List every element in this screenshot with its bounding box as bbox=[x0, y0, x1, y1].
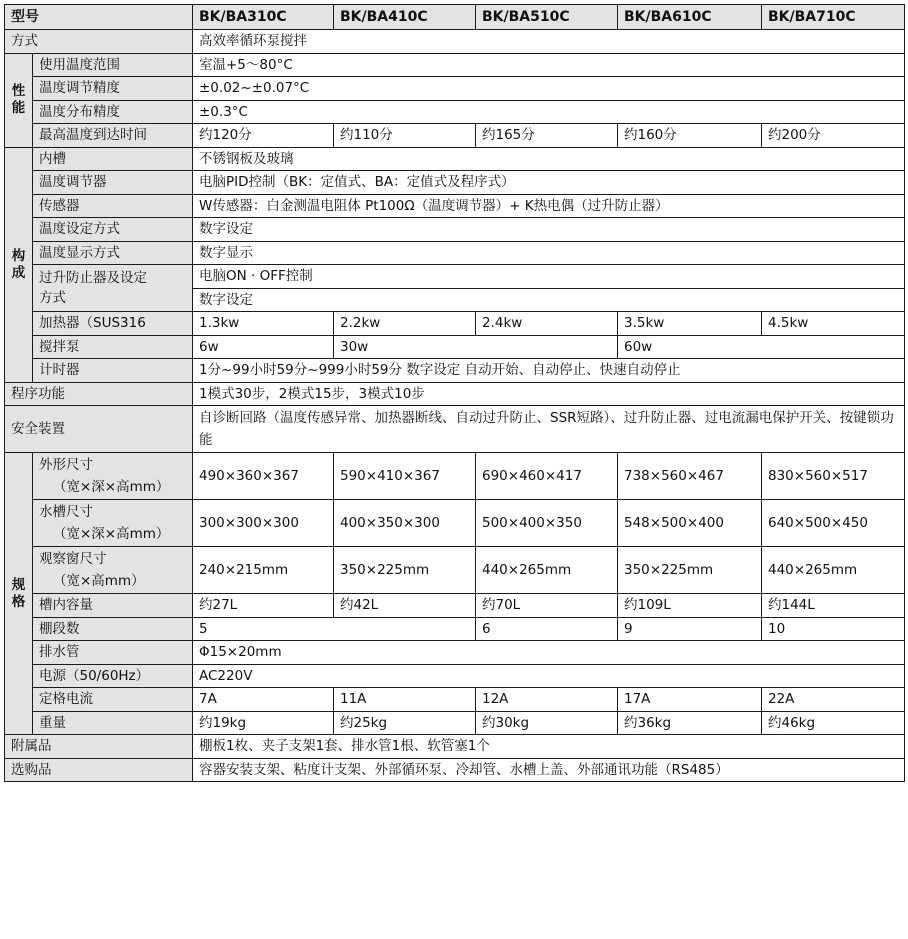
model-610c: BK/BA610C bbox=[618, 5, 762, 30]
current-710c: 22A bbox=[762, 688, 905, 712]
weight-610c: 约36kg bbox=[618, 711, 762, 735]
pump-610c-710c: 60w bbox=[618, 335, 905, 359]
outer-size-label-line2: （宽×深×高mm） bbox=[53, 479, 170, 495]
model-510c: BK/BA510C bbox=[476, 5, 618, 30]
capacity-510c: 约70L bbox=[476, 594, 618, 618]
section-construction: 构成 bbox=[5, 147, 33, 382]
pump-410c-510c: 30w bbox=[334, 335, 618, 359]
max-temp-time-310c: 约120分 bbox=[193, 124, 334, 148]
section-performance: 性能 bbox=[5, 53, 33, 147]
table-row bbox=[5, 617, 905, 641]
window-size-510c: 440×265mm bbox=[476, 547, 618, 594]
heater-510c: 2.4kw bbox=[476, 312, 618, 336]
heater-710c: 4.5kw bbox=[762, 312, 905, 336]
table-row bbox=[5, 218, 905, 242]
outer-size-510c: 690×460×417 bbox=[476, 453, 618, 500]
max-temp-time-410c: 约110分 bbox=[334, 124, 476, 148]
temp-range-label: 使用温度范围 bbox=[33, 53, 193, 77]
shelves-710c: 10 bbox=[762, 617, 905, 641]
header-row bbox=[5, 5, 905, 30]
accessories-label: 附属品 bbox=[5, 735, 193, 759]
capacity-710c: 约144L bbox=[762, 594, 905, 618]
pump-310c: 6w bbox=[193, 335, 334, 359]
current-label: 定格电流 bbox=[33, 688, 193, 712]
temp-set-label: 温度设定方式 bbox=[33, 218, 193, 242]
table-row bbox=[5, 735, 905, 759]
temp-display-value: 数字显示 bbox=[193, 241, 905, 265]
outer-size-410c: 590×410×367 bbox=[334, 453, 476, 500]
table-row bbox=[5, 312, 905, 336]
window-size-label-line1: 观察窗尺寸 bbox=[39, 551, 107, 567]
tank-size-label-line2: （宽×深×高mm） bbox=[53, 526, 170, 542]
max-temp-time-610c: 约160分 bbox=[618, 124, 762, 148]
heater-610c: 3.5kw bbox=[618, 312, 762, 336]
options-label: 选购品 bbox=[5, 758, 193, 782]
temp-control-label: 温度调节精度 bbox=[33, 77, 193, 101]
model-710c: BK/BA710C bbox=[762, 5, 905, 30]
table-row bbox=[5, 53, 905, 77]
power-value: AC220V bbox=[193, 664, 905, 688]
shelves-310c-410c: 5 bbox=[193, 617, 476, 641]
model-310c: BK/BA310C bbox=[193, 5, 334, 30]
temp-display-label: 温度显示方式 bbox=[33, 241, 193, 265]
window-size-410c: 350×225mm bbox=[334, 547, 476, 594]
outer-size-710c: 830×560×517 bbox=[762, 453, 905, 500]
sensor-value: W传感器：白金测温电阻体 Pt100Ω（温度调节器）+ K热电偶（过升防止器） bbox=[193, 194, 905, 218]
window-size-310c: 240×215mm bbox=[193, 547, 334, 594]
options-value: 容器安装支架、粘度计支架、外部循环泵、冷却管、水槽上盖、外部通讯功能（RS485） bbox=[193, 758, 905, 782]
table-row bbox=[5, 688, 905, 712]
table-row bbox=[5, 241, 905, 265]
temp-range-value: 室温+5～80°C bbox=[193, 53, 905, 77]
temp-set-value: 数字设定 bbox=[193, 218, 905, 242]
weight-710c: 约46kg bbox=[762, 711, 905, 735]
accessories-value: 棚板1枚、夹子支架1套、排水管1根、软管塞1个 bbox=[193, 735, 905, 759]
table-row bbox=[5, 500, 905, 547]
shelves-610c: 9 bbox=[618, 617, 762, 641]
heater-310c: 1.3kw bbox=[193, 312, 334, 336]
window-size-710c: 440×265mm bbox=[762, 547, 905, 594]
outer-size-610c: 738×560×467 bbox=[618, 453, 762, 500]
pump-label: 搅拌泵 bbox=[33, 335, 193, 359]
inner-tank-label: 内槽 bbox=[33, 147, 193, 171]
weight-410c: 约25kg bbox=[334, 711, 476, 735]
table-row bbox=[5, 547, 905, 594]
tank-size-410c: 400×350×300 bbox=[334, 500, 476, 547]
table-row bbox=[5, 382, 905, 406]
table-row bbox=[5, 664, 905, 688]
table-row bbox=[5, 641, 905, 665]
shelves-510c: 6 bbox=[476, 617, 618, 641]
spec-table bbox=[4, 4, 905, 782]
current-310c: 7A bbox=[193, 688, 334, 712]
program-label: 程序功能 bbox=[5, 382, 193, 406]
heater-410c: 2.2kw bbox=[334, 312, 476, 336]
outer-size-label-line1: 外形尺寸 bbox=[39, 457, 93, 473]
method-value: 高效率循环泵搅拌 bbox=[193, 30, 905, 54]
current-410c: 11A bbox=[334, 688, 476, 712]
capacity-label: 槽内容量 bbox=[33, 594, 193, 618]
power-label: 电源（50/60Hz） bbox=[33, 664, 193, 688]
max-temp-time-label: 最高温度到达时间 bbox=[33, 124, 193, 148]
timer-label: 计时器 bbox=[33, 359, 193, 383]
overheat-value-2: 数字设定 bbox=[193, 288, 905, 312]
temp-distribution-value: ±0.3°C bbox=[193, 100, 905, 124]
current-510c: 12A bbox=[476, 688, 618, 712]
table-row bbox=[5, 171, 905, 195]
table-row bbox=[5, 77, 905, 101]
tank-size-310c: 300×300×300 bbox=[193, 500, 334, 547]
overheat-value-1: 电脑ON · OFF控制 bbox=[193, 265, 905, 289]
weight-510c: 约30kg bbox=[476, 711, 618, 735]
tank-size-610c: 548×500×400 bbox=[618, 500, 762, 547]
table-row bbox=[5, 406, 905, 453]
table-row bbox=[5, 147, 905, 171]
overheat-label-line1: 过升防止器及设定 bbox=[39, 270, 147, 286]
tank-size-710c: 640×500×450 bbox=[762, 500, 905, 547]
timer-value: 1分~99小时59分~999小时59分 数字设定 自动开始、自动停止、快速自动停止 bbox=[193, 359, 905, 383]
tank-size-label bbox=[33, 500, 193, 547]
table-row bbox=[5, 359, 905, 383]
max-temp-time-510c: 约165分 bbox=[476, 124, 618, 148]
drain-value: Φ15×20mm bbox=[193, 641, 905, 665]
current-610c: 17A bbox=[618, 688, 762, 712]
program-value: 1模式30步，2模式15步，3模式10步 bbox=[193, 382, 905, 406]
model-410c: BK/BA410C bbox=[334, 5, 476, 30]
model-header-label: 型号 bbox=[5, 5, 193, 30]
window-size-label-line2: （宽×高mm） bbox=[53, 573, 145, 589]
shelves-label: 棚段数 bbox=[33, 617, 193, 641]
tank-size-510c: 500×400×350 bbox=[476, 500, 618, 547]
max-temp-time-710c: 约200分 bbox=[762, 124, 905, 148]
section-specs: 规格 bbox=[5, 453, 33, 735]
temp-control-value: ±0.02~±0.07°C bbox=[193, 77, 905, 101]
overheat-label bbox=[33, 265, 193, 312]
safety-label: 安全装置 bbox=[5, 406, 193, 453]
table-row bbox=[5, 594, 905, 618]
weight-label: 重量 bbox=[33, 711, 193, 735]
capacity-610c: 约109L bbox=[618, 594, 762, 618]
inner-tank-value: 不锈钢板及玻璃 bbox=[193, 147, 905, 171]
table-row bbox=[5, 758, 905, 782]
regulator-label: 温度调节器 bbox=[33, 171, 193, 195]
outer-size-label bbox=[33, 453, 193, 500]
table-row bbox=[5, 453, 905, 500]
heater-label: 加热器（SUS316 bbox=[33, 312, 193, 336]
overheat-label-line2: 方式 bbox=[39, 290, 66, 306]
capacity-310c: 约27L bbox=[193, 594, 334, 618]
table-row bbox=[5, 124, 905, 148]
tank-size-label-line1: 水槽尺寸 bbox=[39, 504, 93, 520]
weight-310c: 约19kg bbox=[193, 711, 334, 735]
table-row bbox=[5, 335, 905, 359]
regulator-value: 电脑PID控制（BK：定值式、BA：定值式及程序式） bbox=[193, 171, 905, 195]
window-size-610c: 350×225mm bbox=[618, 547, 762, 594]
capacity-410c: 约42L bbox=[334, 594, 476, 618]
temp-distribution-label: 温度分布精度 bbox=[33, 100, 193, 124]
method-label: 方式 bbox=[5, 30, 193, 54]
table-row bbox=[5, 100, 905, 124]
table-row bbox=[5, 265, 905, 289]
table-row bbox=[5, 711, 905, 735]
table-row bbox=[5, 30, 905, 54]
drain-label: 排水管 bbox=[33, 641, 193, 665]
table-row bbox=[5, 194, 905, 218]
outer-size-310c: 490×360×367 bbox=[193, 453, 334, 500]
sensor-label: 传感器 bbox=[33, 194, 193, 218]
safety-value: 自诊断回路（温度传感异常、加热器断线、自动过升防止、SSR短路）、过升防止器、过电流漏电保护开关、按键锁功能 bbox=[193, 406, 905, 453]
window-size-label bbox=[33, 547, 193, 594]
